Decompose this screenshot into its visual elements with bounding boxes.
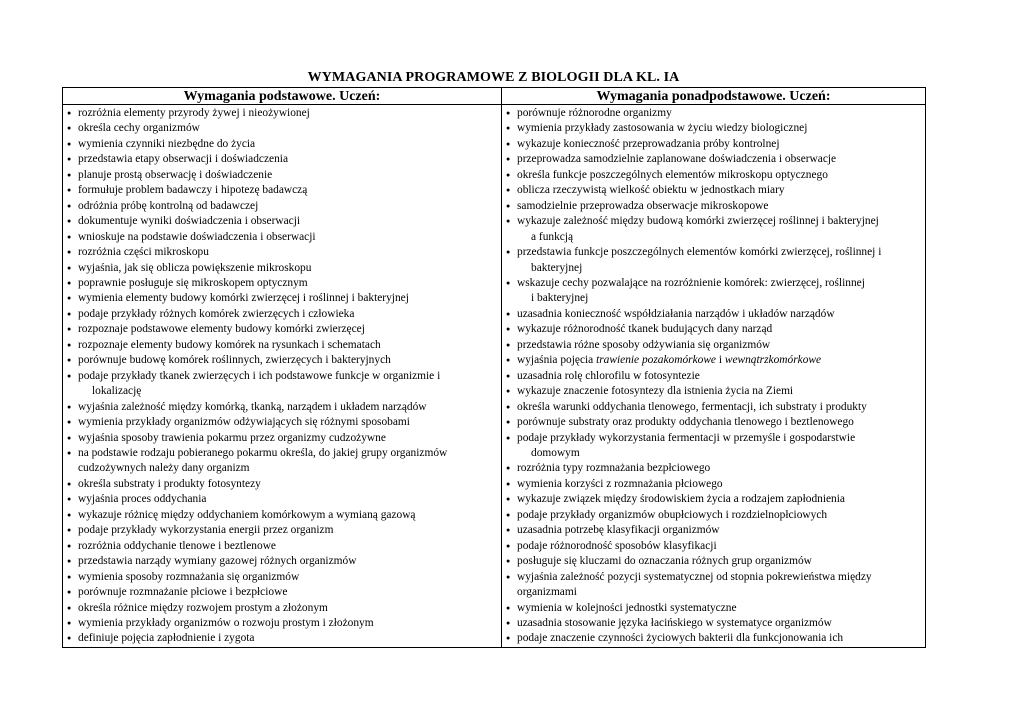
item-text: określa różnice między rozwojem prostym a złożonym [78, 601, 328, 614]
item-text: wymienia przykłady organizmów o rozwoju prostym i złożonym [78, 616, 374, 629]
list-item [505, 508, 923, 523]
list-item [505, 400, 923, 415]
item-text: definiuje pojęcia zapłodnienie i zygota [78, 632, 255, 645]
list-item [505, 245, 923, 276]
item-text: wymienia sposoby rozmnażania się organizmów [78, 570, 300, 583]
item-text: wnioskuje na podstawie doświadczenia i obserwacji [78, 230, 316, 243]
item-text: porównuje rozmnażanie płciowe i bezpłciowe [78, 586, 288, 599]
table-body-row [63, 105, 926, 648]
list-item [505, 121, 923, 136]
list-item [66, 245, 499, 260]
item-text: podaje przykłady różnych komórek zwierzęcych i człowieka [78, 307, 355, 320]
list-item [505, 338, 923, 353]
requirements-table [62, 87, 926, 648]
list-item [66, 616, 499, 631]
item-text: uzasadnia stosowanie języka łacińskiego w systematyce organizmów [517, 616, 832, 629]
item-text: wykazuje związek między środowiskiem życia a rodzajem zapłodnienia [517, 493, 845, 506]
list-item [505, 570, 923, 601]
basic-requirements-list [66, 106, 499, 647]
list-item [505, 137, 923, 152]
list-item [66, 585, 499, 600]
item-text: wyjaśnia sposoby trawienia pokarmu przez organizmy cudzożywne [78, 431, 386, 444]
item-text: podaje przykłady tkanek zwierzęcych i ich podstawowe funkcje w organizmie i [78, 369, 441, 382]
item-continuation: lokalizację [92, 385, 142, 398]
item-text: uzasadnia potrzebę klasyfikacji organizmów [517, 524, 720, 537]
item-text: samodzielnie przeprowadza obserwacje mikroskopowe [517, 199, 769, 212]
item-text: na podstawie rodzaju pobieranego pokarmu określa, do jakiej grupy organizmów [78, 446, 448, 459]
list-item [66, 199, 499, 214]
list-item [66, 508, 499, 523]
item-text: wykazuje znaczenie fotosyntezy dla istnienia życia na Ziemi [517, 385, 794, 398]
item-text: rozpoznaje elementy budowy komórek na rysunkach i schematach [78, 338, 381, 351]
page-title: WYMAGANIA PROGRAMOWE Z BIOLOGII DLA KL. IA [307, 70, 680, 85]
list-item [505, 168, 923, 183]
list-item [66, 137, 499, 152]
item-text: podaje przykłady wykorzystania energii przez organizm [78, 524, 334, 537]
list-item [66, 369, 499, 400]
item-text: wykazuje różnorodność tkanek budujących dany narząd [517, 323, 773, 336]
item-text: wykazuje konieczność przeprowadzania próby kontrolnej [517, 137, 780, 150]
item-text: wyjaśnia zależność między komórką, tkanką, narządem i układem narządów [78, 400, 427, 413]
list-item [505, 539, 923, 554]
list-item [66, 322, 499, 337]
item-text: wykazuje różnicę między oddychaniem komórkowym a wymianą gazową [78, 508, 416, 521]
list-item [66, 523, 499, 538]
item-text: przedstawia funkcje poszczególnych elementów komórki zwierzęcej, roślinnej i [517, 246, 882, 259]
item-text: porównuje różnorodne organizmy [517, 107, 672, 119]
advanced-requirements-cell [502, 105, 926, 648]
list-item [505, 415, 923, 430]
basic-requirements-header: Wymagania podstawowe. Uczeń: [63, 88, 502, 105]
item-text: podaje przykłady wykorzystania fermentacji w przemyśle i gospodarstwie [517, 431, 856, 444]
item-text: wskazuje cechy pozwalające na rozróżnienie komórek: zwierzęcej, roślinnej [517, 276, 865, 289]
item-text: określa funkcje poszczególnych elementów mikroskopu optycznego [517, 168, 828, 181]
item-text: rozróżnia typy rozmnażania bezpłciowego [517, 462, 711, 475]
item-text: podaje znaczenie czynności życiowych bakterii dla funkcjonowania ich [517, 632, 844, 645]
list-item [66, 214, 499, 229]
item-continuation: i bakteryjnej [531, 292, 589, 305]
list-item [505, 601, 923, 616]
item-term: wewnątrzkomórkowe [724, 354, 822, 367]
list-item [66, 539, 499, 554]
list-item [505, 152, 923, 167]
item-text: oblicza rzeczywistą wielkość obiektu w jednostkach miary [517, 184, 785, 197]
list-item [66, 291, 499, 306]
list-item [66, 168, 499, 183]
advanced-requirements-header: Wymagania ponadpodstawowe. Uczeń: [502, 88, 926, 105]
item-text: rozróżnia oddychanie tlenowe i beztlenowe [78, 539, 276, 552]
list-item [66, 183, 499, 198]
item-text: przeprowadza samodzielnie zaplanowane doświadczenia i obserwacje [517, 153, 837, 166]
item-text: wymienia w kolejności jednostki systematyczne [517, 601, 737, 614]
list-item [505, 353, 923, 368]
list-item [505, 461, 923, 476]
item-text: przedstawia różne sposoby odżywiania się organizmów [517, 338, 771, 351]
item-text: wykazuje zależność między budową komórki zwierzęcej roślinnej i bakteryjnej [517, 215, 879, 228]
item-text: wymienia przykłady zastosowania w życiu wiedzy biologicznej [517, 122, 808, 135]
item-text: formułuje problem badawczy i hipotezę badawczą [78, 184, 308, 197]
item-text: rozróżnia elementy przyrody żywej i nieożywionej [78, 107, 310, 119]
item-text: przedstawia etapy obserwacji i doświadczenia [78, 153, 289, 166]
list-item [505, 214, 923, 245]
item-text: i [715, 354, 725, 367]
list-item [66, 106, 499, 121]
list-item [505, 276, 923, 307]
list-item [505, 477, 923, 492]
item-text: planuje prostą obserwację i doświadczenie [78, 168, 273, 181]
list-item [505, 384, 923, 399]
list-item [505, 307, 923, 322]
list-item [66, 276, 499, 291]
item-text: porównuje substraty oraz produkty oddychania tlenowego i beztlenowego [517, 416, 854, 429]
list-item [66, 400, 499, 415]
item-text: wyjaśnia pojęcia [517, 354, 597, 367]
list-item [505, 431, 923, 462]
table-header-row [63, 88, 926, 105]
item-text: posługuje się kluczami do oznaczania różnych grup organizmów [517, 555, 812, 568]
list-item [66, 353, 499, 368]
list-item [66, 631, 499, 646]
item-text: wyjaśnia zależność pozycji systematycznej od stopnia pokrewieństwa między [517, 570, 872, 583]
list-item [505, 322, 923, 337]
list-item [66, 554, 499, 569]
basic-requirements-cell [63, 105, 502, 648]
item-text: rozróżnia części mikroskopu [78, 246, 209, 259]
item-text: określa cechy organizmów [78, 122, 200, 135]
list-item [505, 492, 923, 507]
item-text: dokumentuje wyniki doświadczenia i obserwacji [78, 215, 301, 228]
list-item [505, 616, 923, 631]
list-item [66, 338, 499, 353]
list-item [66, 230, 499, 245]
list-item [66, 152, 499, 167]
item-text: przedstawia narządy wymiany gazowej różnych organizmów [78, 555, 357, 568]
item-text: podaje przykłady organizmów obupłciowych i rozdzielnopłciowych [517, 508, 828, 521]
item-text: wymienia czynniki niezbędne do życia [78, 137, 256, 150]
list-item [66, 492, 499, 507]
item-text: rozpoznaje podstawowe elementy budowy komórki zwierzęcej [78, 323, 365, 336]
list-item [505, 106, 923, 121]
list-item [505, 183, 923, 198]
item-continuation: bakteryjnej [531, 261, 583, 274]
item-term: trawienie pozakomórkowe [596, 354, 716, 367]
item-text: określa substraty i produkty fotosyntezy [78, 477, 261, 490]
list-item [505, 523, 923, 538]
item-text: wymienia przykłady organizmów odżywiających się różnymi sposobami [78, 416, 410, 429]
list-item [66, 477, 499, 492]
item-continuation: cudzożywnych należy dany organizm [78, 462, 250, 475]
list-item [505, 554, 923, 569]
list-item [66, 446, 499, 477]
list-item [66, 261, 499, 276]
item-continuation: domowym [531, 446, 580, 459]
list-item [66, 307, 499, 322]
item-text: uzasadnia konieczność współdziałania narządów i układów narządów [517, 307, 835, 320]
item-text: uzasadnia rolę chlorofilu w fotosyntezie [517, 369, 700, 382]
item-text: wyjaśnia proces oddychania [78, 493, 207, 506]
list-item [505, 631, 923, 646]
list-item [66, 570, 499, 585]
list-item [66, 431, 499, 446]
item-text: określa warunki oddychania tlenowego, fermentacji, ich substraty i produkty [517, 400, 867, 413]
list-item [66, 121, 499, 136]
list-item [66, 601, 499, 616]
item-text: odróżnia próbę kontrolną od badawczej [78, 199, 259, 212]
item-continuation: a funkcją [531, 230, 574, 243]
advanced-requirements-list [505, 106, 923, 647]
item-text: porównuje budowę komórek roślinnych, zwierzęcych i bakteryjnych [78, 354, 391, 367]
list-item [505, 369, 923, 384]
item-continuation: organizmami [517, 586, 577, 599]
item-text: wyjaśnia, jak się oblicza powiększenie mikroskopu [78, 261, 312, 274]
item-text: poprawnie posługuje się mikroskopem optycznym [78, 276, 308, 289]
item-text: wymienia korzyści z rozmnażania płciowego [517, 477, 723, 490]
item-text: wymienia elementy budowy komórki zwierzęcej i roślinnej i bakteryjnej [78, 292, 409, 305]
list-item [505, 199, 923, 214]
list-item [66, 415, 499, 430]
item-text: podaje różnorodność sposobów klasyfikacji [517, 539, 717, 552]
